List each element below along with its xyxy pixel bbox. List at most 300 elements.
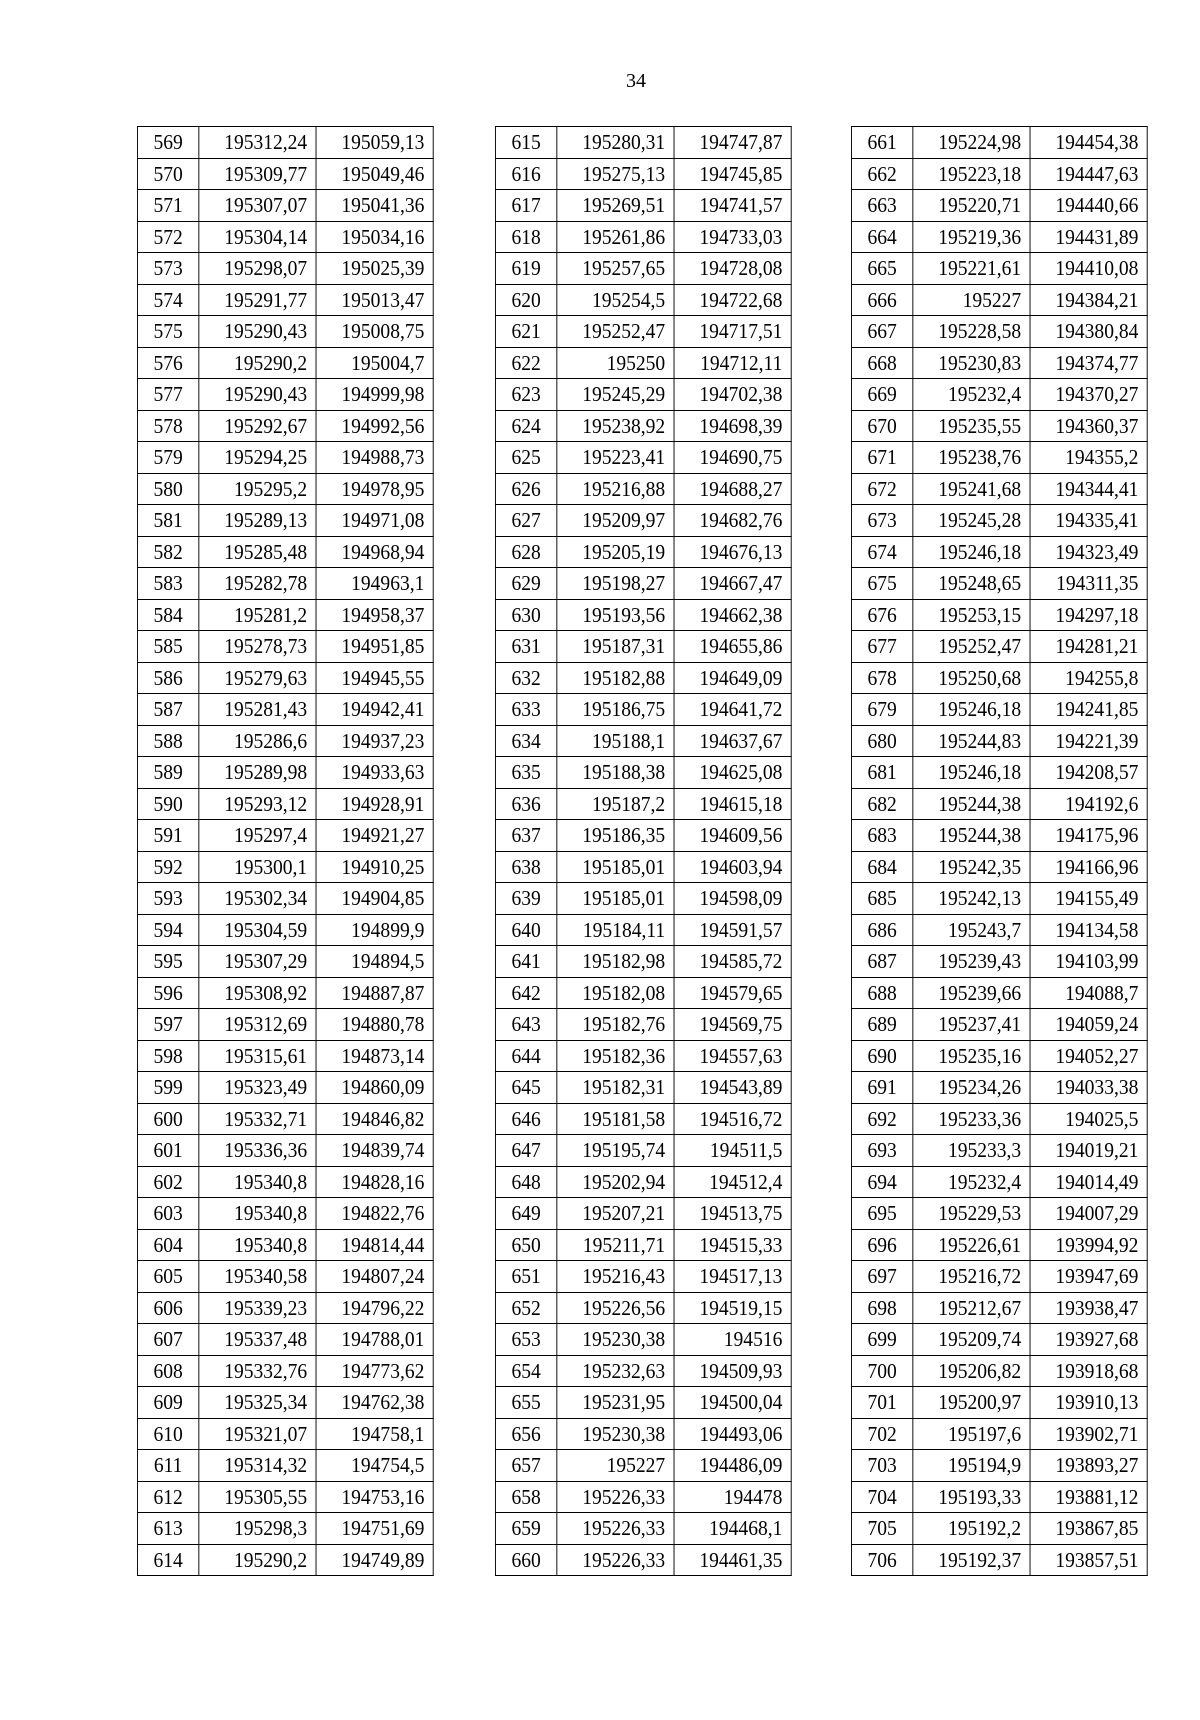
x-coordinate: 195285,48 <box>199 536 316 568</box>
table-row <box>495 1040 791 1072</box>
y-coordinate: 194134,58 <box>1030 914 1147 946</box>
y-coordinate: 194155,49 <box>1030 883 1147 915</box>
y-coordinate: 194690,75 <box>674 442 791 474</box>
point-number: 637 <box>495 820 556 852</box>
x-coordinate: 195253,15 <box>913 599 1030 631</box>
point-number: 590 <box>137 788 198 820</box>
table-row <box>851 505 1147 537</box>
x-coordinate: 195244,38 <box>913 788 1030 820</box>
x-coordinate: 195226,33 <box>557 1544 674 1576</box>
y-coordinate: 194486,09 <box>674 1450 791 1482</box>
x-coordinate: 195228,58 <box>913 316 1030 348</box>
point-number: 583 <box>137 568 198 600</box>
x-coordinate: 195230,38 <box>557 1324 674 1356</box>
y-coordinate: 193881,12 <box>1030 1481 1147 1513</box>
point-number: 668 <box>851 347 912 379</box>
x-coordinate: 195235,16 <box>913 1040 1030 1072</box>
y-coordinate: 194788,01 <box>316 1324 433 1356</box>
table-row <box>495 1009 791 1041</box>
point-number: 599 <box>137 1072 198 1104</box>
table-row <box>137 505 433 537</box>
y-coordinate: 194698,39 <box>674 410 791 442</box>
point-number: 651 <box>495 1261 556 1293</box>
y-coordinate: 194255,8 <box>1030 662 1147 694</box>
y-coordinate: 194899,9 <box>316 914 433 946</box>
y-coordinate: 195004,7 <box>316 347 433 379</box>
point-number: 666 <box>851 284 912 316</box>
point-number: 586 <box>137 662 198 694</box>
table-row <box>137 662 433 694</box>
point-number: 689 <box>851 1009 912 1041</box>
y-coordinate: 194717,51 <box>674 316 791 348</box>
table-row <box>137 1198 433 1230</box>
table-row <box>851 662 1147 694</box>
y-coordinate: 194431,89 <box>1030 221 1147 253</box>
point-number: 600 <box>137 1103 198 1135</box>
x-coordinate: 195220,71 <box>913 190 1030 222</box>
x-coordinate: 195221,61 <box>913 253 1030 285</box>
x-coordinate: 195252,47 <box>913 631 1030 663</box>
table-row <box>851 473 1147 505</box>
table-row <box>851 347 1147 379</box>
y-coordinate: 194971,08 <box>316 505 433 537</box>
x-coordinate: 195248,65 <box>913 568 1030 600</box>
x-coordinate: 195182,88 <box>557 662 674 694</box>
y-coordinate: 194978,95 <box>316 473 433 505</box>
point-number: 589 <box>137 757 198 789</box>
y-coordinate: 194447,63 <box>1030 158 1147 190</box>
point-number: 686 <box>851 914 912 946</box>
x-coordinate: 195230,38 <box>557 1418 674 1450</box>
y-coordinate: 194468,1 <box>674 1513 791 1545</box>
point-number: 622 <box>495 347 556 379</box>
table-row <box>137 946 433 978</box>
x-coordinate: 195304,59 <box>199 914 316 946</box>
table-row <box>495 757 791 789</box>
point-number: 604 <box>137 1229 198 1261</box>
x-coordinate: 195279,63 <box>199 662 316 694</box>
table-row <box>851 316 1147 348</box>
y-coordinate: 194208,57 <box>1030 757 1147 789</box>
x-coordinate: 195185,01 <box>557 883 674 915</box>
x-coordinate: 195254,5 <box>557 284 674 316</box>
coordinates-table-2 <box>495 126 792 1576</box>
point-number: 575 <box>137 316 198 348</box>
x-coordinate: 195250,68 <box>913 662 1030 694</box>
x-coordinate: 195290,2 <box>199 347 316 379</box>
point-number: 610 <box>137 1418 198 1450</box>
table-row <box>137 757 433 789</box>
x-coordinate: 195205,19 <box>557 536 674 568</box>
x-coordinate: 195232,4 <box>913 379 1030 411</box>
y-coordinate: 194712,11 <box>674 347 791 379</box>
x-coordinate: 195209,97 <box>557 505 674 537</box>
table-row <box>495 694 791 726</box>
table-row <box>495 1229 791 1261</box>
y-coordinate: 194511,5 <box>674 1135 791 1167</box>
table-row <box>137 253 433 285</box>
x-coordinate: 195307,29 <box>199 946 316 978</box>
y-coordinate: 194733,03 <box>674 221 791 253</box>
table-row <box>495 1481 791 1513</box>
y-coordinate: 194543,89 <box>674 1072 791 1104</box>
x-coordinate: 195298,3 <box>199 1513 316 1545</box>
table-row <box>495 1418 791 1450</box>
y-coordinate: 193947,69 <box>1030 1261 1147 1293</box>
point-number: 615 <box>495 127 556 159</box>
x-coordinate: 195298,07 <box>199 253 316 285</box>
x-coordinate: 195244,83 <box>913 725 1030 757</box>
point-number: 652 <box>495 1292 556 1324</box>
point-number: 629 <box>495 568 556 600</box>
point-number: 614 <box>137 1544 198 1576</box>
table-row <box>137 1261 433 1293</box>
table-row <box>851 190 1147 222</box>
table-row <box>137 568 433 600</box>
y-coordinate: 194828,16 <box>316 1166 433 1198</box>
point-number: 661 <box>851 127 912 159</box>
point-number: 613 <box>137 1513 198 1545</box>
table-row <box>495 347 791 379</box>
table-row <box>495 662 791 694</box>
y-coordinate: 194221,39 <box>1030 725 1147 757</box>
point-number: 669 <box>851 379 912 411</box>
x-coordinate: 195304,14 <box>199 221 316 253</box>
x-coordinate: 195312,24 <box>199 127 316 159</box>
point-number: 665 <box>851 253 912 285</box>
point-number: 580 <box>137 473 198 505</box>
table-row <box>137 1355 433 1387</box>
table-row <box>495 1135 791 1167</box>
y-coordinate: 194637,67 <box>674 725 791 757</box>
point-number: 705 <box>851 1513 912 1545</box>
coordinates-table-1 <box>137 126 434 1576</box>
y-coordinate: 194933,63 <box>316 757 433 789</box>
y-coordinate: 194762,38 <box>316 1387 433 1419</box>
table-row <box>851 1324 1147 1356</box>
point-number: 660 <box>495 1544 556 1576</box>
y-coordinate: 194992,56 <box>316 410 433 442</box>
y-coordinate: 194557,63 <box>674 1040 791 1072</box>
x-coordinate: 195197,6 <box>913 1418 1030 1450</box>
y-coordinate: 194515,33 <box>674 1229 791 1261</box>
table-row <box>851 1040 1147 1072</box>
y-coordinate: 194516 <box>674 1324 791 1356</box>
x-coordinate: 195232,63 <box>557 1355 674 1387</box>
table-row <box>137 190 433 222</box>
point-number: 633 <box>495 694 556 726</box>
x-coordinate: 195207,21 <box>557 1198 674 1230</box>
x-coordinate: 195290,43 <box>199 379 316 411</box>
x-coordinate: 195186,35 <box>557 820 674 852</box>
y-coordinate: 194241,85 <box>1030 694 1147 726</box>
x-coordinate: 195245,28 <box>913 505 1030 537</box>
x-coordinate: 195227 <box>913 284 1030 316</box>
point-number: 634 <box>495 725 556 757</box>
y-coordinate: 194942,41 <box>316 694 433 726</box>
point-number: 704 <box>851 1481 912 1513</box>
table-row <box>495 284 791 316</box>
point-number: 699 <box>851 1324 912 1356</box>
y-coordinate: 193867,85 <box>1030 1513 1147 1545</box>
point-number: 573 <box>137 253 198 285</box>
x-coordinate: 195295,2 <box>199 473 316 505</box>
x-coordinate: 195261,86 <box>557 221 674 253</box>
point-number: 692 <box>851 1103 912 1135</box>
x-coordinate: 195239,66 <box>913 977 1030 1009</box>
y-coordinate: 194958,37 <box>316 599 433 631</box>
point-number: 671 <box>851 442 912 474</box>
point-number: 702 <box>851 1418 912 1450</box>
point-number: 628 <box>495 536 556 568</box>
y-coordinate: 195049,46 <box>316 158 433 190</box>
x-coordinate: 195332,76 <box>199 1355 316 1387</box>
point-number: 673 <box>851 505 912 537</box>
x-coordinate: 195250 <box>557 347 674 379</box>
coordinates-table-3 <box>851 126 1148 1576</box>
table-row <box>495 442 791 474</box>
x-coordinate: 195193,33 <box>913 1481 1030 1513</box>
y-coordinate: 194887,87 <box>316 977 433 1009</box>
x-coordinate: 195336,36 <box>199 1135 316 1167</box>
table-row <box>495 883 791 915</box>
point-number: 683 <box>851 820 912 852</box>
y-coordinate: 194516,72 <box>674 1103 791 1135</box>
x-coordinate: 195195,74 <box>557 1135 674 1167</box>
x-coordinate: 195188,1 <box>557 725 674 757</box>
y-coordinate: 194615,18 <box>674 788 791 820</box>
point-number: 703 <box>851 1450 912 1482</box>
point-number: 675 <box>851 568 912 600</box>
point-number: 687 <box>851 946 912 978</box>
point-number: 649 <box>495 1198 556 1230</box>
x-coordinate: 195182,76 <box>557 1009 674 1041</box>
point-number: 612 <box>137 1481 198 1513</box>
point-number: 591 <box>137 820 198 852</box>
x-coordinate: 195305,55 <box>199 1481 316 1513</box>
x-coordinate: 195187,2 <box>557 788 674 820</box>
y-coordinate: 194822,76 <box>316 1198 433 1230</box>
table-row <box>137 977 433 1009</box>
x-coordinate: 195238,76 <box>913 442 1030 474</box>
x-coordinate: 195231,95 <box>557 1387 674 1419</box>
point-number: 630 <box>495 599 556 631</box>
table-row <box>851 127 1147 159</box>
point-number: 592 <box>137 851 198 883</box>
table-row <box>137 347 433 379</box>
y-coordinate: 194014,49 <box>1030 1166 1147 1198</box>
y-coordinate: 194603,94 <box>674 851 791 883</box>
table-row <box>495 127 791 159</box>
table-row <box>137 1481 433 1513</box>
point-number: 601 <box>137 1135 198 1167</box>
point-number: 677 <box>851 631 912 663</box>
table-row <box>851 946 1147 978</box>
y-coordinate: 195034,16 <box>316 221 433 253</box>
point-number: 645 <box>495 1072 556 1104</box>
y-coordinate: 194598,09 <box>674 883 791 915</box>
x-coordinate: 195281,43 <box>199 694 316 726</box>
y-coordinate: 194103,99 <box>1030 946 1147 978</box>
y-coordinate: 194728,08 <box>674 253 791 285</box>
table-row <box>851 158 1147 190</box>
x-coordinate: 195216,72 <box>913 1261 1030 1293</box>
point-number: 682 <box>851 788 912 820</box>
point-number: 597 <box>137 1009 198 1041</box>
point-number: 672 <box>851 473 912 505</box>
point-number: 657 <box>495 1450 556 1482</box>
point-number: 700 <box>851 1355 912 1387</box>
y-coordinate: 194751,69 <box>316 1513 433 1545</box>
point-number: 632 <box>495 662 556 694</box>
point-number: 655 <box>495 1387 556 1419</box>
x-coordinate: 195337,48 <box>199 1324 316 1356</box>
y-coordinate: 193893,27 <box>1030 1450 1147 1482</box>
y-coordinate: 194662,38 <box>674 599 791 631</box>
x-coordinate: 195200,97 <box>913 1387 1030 1419</box>
point-number: 581 <box>137 505 198 537</box>
x-coordinate: 195339,23 <box>199 1292 316 1324</box>
x-coordinate: 195292,67 <box>199 410 316 442</box>
table-row <box>495 1513 791 1545</box>
point-number: 695 <box>851 1198 912 1230</box>
x-coordinate: 195246,18 <box>913 694 1030 726</box>
y-coordinate: 195025,39 <box>316 253 433 285</box>
point-number: 690 <box>851 1040 912 1072</box>
x-coordinate: 195290,2 <box>199 1544 316 1576</box>
x-coordinate: 195234,26 <box>913 1072 1030 1104</box>
y-coordinate: 194569,75 <box>674 1009 791 1041</box>
point-number: 617 <box>495 190 556 222</box>
table-row <box>851 284 1147 316</box>
x-coordinate: 195289,98 <box>199 757 316 789</box>
point-number: 638 <box>495 851 556 883</box>
point-number: 678 <box>851 662 912 694</box>
point-number: 595 <box>137 946 198 978</box>
point-number: 616 <box>495 158 556 190</box>
y-coordinate: 194945,55 <box>316 662 433 694</box>
x-coordinate: 195293,12 <box>199 788 316 820</box>
y-coordinate: 194749,89 <box>316 1544 433 1576</box>
point-number: 676 <box>851 599 912 631</box>
point-number: 574 <box>137 284 198 316</box>
point-number: 636 <box>495 788 556 820</box>
point-number: 623 <box>495 379 556 411</box>
table-row <box>495 1387 791 1419</box>
x-coordinate: 195307,07 <box>199 190 316 222</box>
table-row <box>137 883 433 915</box>
y-coordinate: 194873,14 <box>316 1040 433 1072</box>
x-coordinate: 195206,82 <box>913 1355 1030 1387</box>
point-number: 576 <box>137 347 198 379</box>
y-coordinate: 195041,36 <box>316 190 433 222</box>
point-number: 635 <box>495 757 556 789</box>
table-row <box>137 631 433 663</box>
y-coordinate: 194682,76 <box>674 505 791 537</box>
x-coordinate: 195290,43 <box>199 316 316 348</box>
table-row <box>851 1072 1147 1104</box>
point-number: 618 <box>495 221 556 253</box>
x-coordinate: 195229,53 <box>913 1198 1030 1230</box>
y-coordinate: 195059,13 <box>316 127 433 159</box>
x-coordinate: 195312,69 <box>199 1009 316 1041</box>
point-number: 621 <box>495 316 556 348</box>
y-coordinate: 194745,85 <box>674 158 791 190</box>
x-coordinate: 195269,51 <box>557 190 674 222</box>
table-row <box>495 1292 791 1324</box>
point-number: 643 <box>495 1009 556 1041</box>
point-number: 609 <box>137 1387 198 1419</box>
y-coordinate: 194454,38 <box>1030 127 1147 159</box>
table-row <box>851 1513 1147 1545</box>
table-row <box>137 788 433 820</box>
point-number: 624 <box>495 410 556 442</box>
table-row <box>137 914 433 946</box>
y-coordinate: 194493,06 <box>674 1418 791 1450</box>
y-coordinate: 194461,35 <box>674 1544 791 1576</box>
point-number: 641 <box>495 946 556 978</box>
table-row <box>851 1198 1147 1230</box>
y-coordinate: 194937,23 <box>316 725 433 757</box>
y-coordinate: 194344,41 <box>1030 473 1147 505</box>
table-row <box>851 221 1147 253</box>
table-row <box>495 1450 791 1482</box>
x-coordinate: 195244,38 <box>913 820 1030 852</box>
x-coordinate: 195340,8 <box>199 1166 316 1198</box>
y-coordinate: 194355,2 <box>1030 442 1147 474</box>
table-row <box>495 1103 791 1135</box>
y-coordinate: 194741,57 <box>674 190 791 222</box>
x-coordinate: 195223,18 <box>913 158 1030 190</box>
y-coordinate: 194860,09 <box>316 1072 433 1104</box>
point-number: 587 <box>137 694 198 726</box>
y-coordinate: 194641,72 <box>674 694 791 726</box>
table-row <box>495 190 791 222</box>
point-number: 611 <box>137 1450 198 1482</box>
point-number: 608 <box>137 1355 198 1387</box>
table-row <box>851 694 1147 726</box>
table-row <box>851 725 1147 757</box>
table-row <box>851 977 1147 1009</box>
table-row <box>137 1292 433 1324</box>
x-coordinate: 195224,98 <box>913 127 1030 159</box>
table-row <box>495 1198 791 1230</box>
x-coordinate: 195182,36 <box>557 1040 674 1072</box>
table-row <box>137 158 433 190</box>
x-coordinate: 195233,3 <box>913 1135 1030 1167</box>
x-coordinate: 195309,77 <box>199 158 316 190</box>
point-number: 631 <box>495 631 556 663</box>
table-row <box>851 851 1147 883</box>
x-coordinate: 195233,36 <box>913 1103 1030 1135</box>
point-number: 582 <box>137 536 198 568</box>
y-coordinate: 195013,47 <box>316 284 433 316</box>
x-coordinate: 195297,4 <box>199 820 316 852</box>
x-coordinate: 195223,41 <box>557 442 674 474</box>
page-number: 34 <box>626 70 646 92</box>
x-coordinate: 195332,71 <box>199 1103 316 1135</box>
y-coordinate: 194591,57 <box>674 914 791 946</box>
y-coordinate: 194951,85 <box>316 631 433 663</box>
table-row <box>851 599 1147 631</box>
y-coordinate: 194513,75 <box>674 1198 791 1230</box>
table-row <box>851 1418 1147 1450</box>
y-coordinate: 194384,21 <box>1030 284 1147 316</box>
table-row <box>851 914 1147 946</box>
table-row <box>495 536 791 568</box>
table-row <box>851 1103 1147 1135</box>
y-coordinate: 193994,92 <box>1030 1229 1147 1261</box>
